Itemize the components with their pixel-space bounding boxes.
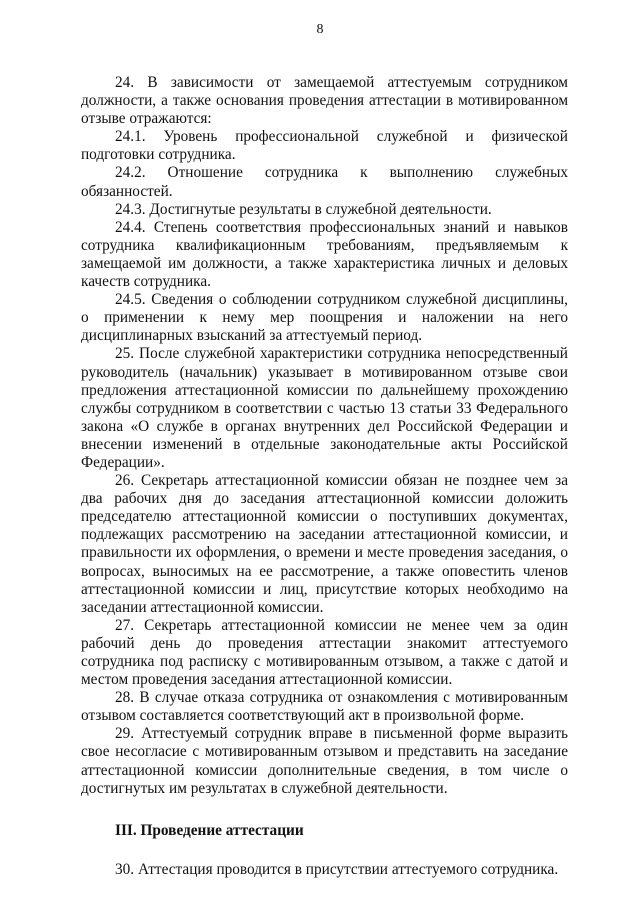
paragraph-24-5: 24.5. Сведения о соблюдении сотрудником служебной дисциплины, о применении к нему мер поощрения и наложении на него дисциплинарных взысканий за аттестуемый период. <box>81 291 568 345</box>
page-number: 8 <box>316 22 324 37</box>
paragraph-24: 24. В зависимости от замещаемой аттестуемым сотрудником должности, а также основания проведения аттестации в мотивированном отзыве отражаются: <box>81 74 568 128</box>
paragraph-24-1: 24.1. Уровень профессиональной служебной и физической подготовки сотрудника. <box>81 128 568 164</box>
document-body <box>81 74 568 879</box>
paragraph-25: 25. После служебной характеристики сотрудника непосредственный руководитель (начальник) указывает в мотивированном отзыве свои предложения аттестационной комиссии по дальнейшему прохождению службы сотрудником в соответствии с частью 13 статьи 33 Федерального закона «О службе в органах внутренних дел Российской Федерации и внесении изменений в отдельные законодательные акты Российской Федерации». <box>81 345 568 471</box>
paragraph-27: 27. Секретарь аттестационной комиссии не менее чем за один рабочий день до проведения аттестации знакомит аттестуемого сотрудника под расписку с мотивированным отзывом, а также с датой и местом проведения заседания аттестационной комиссии. <box>81 616 568 689</box>
paragraph-29: 29. Аттестуемый сотрудник вправе в письменной форме выразить свое несогласие с мотивированным отзывом и представить на заседание аттестационной комиссии дополнительные сведения, в том числе о достигнутых им результатах в служебной деятельности. <box>81 725 568 797</box>
paragraph-30: 30. Аттестация проводится в присутствии аттестуемого сотрудника. <box>115 860 559 878</box>
paragraph-28: 28. В случае отказа сотрудника от ознакомления с мотивированным отзывом составляется соответствующий акт в произвольной форме. <box>81 689 568 725</box>
paragraph-24-2: 24.2. Отношение сотрудника к выполнению служебных обязанностей. <box>81 164 568 200</box>
section-heading: III. Проведение аттестации <box>115 821 304 839</box>
paragraph-26: 26. Секретарь аттестационной комиссии обязан не позднее чем за два рабочих дня до заседания аттестационной комиссии доложить председателю аттестационной комиссии о поступивших документах, подлежащих рассмотрению на заседании аттестационной комиссии, и правильности их оформления, о времени и месте проведения заседания, о вопросах, выносимых на ее рассмотрение, а также оповестить членов аттестационной комиссии и лиц, присутствие которых необходимо на заседании аттестационной комиссии. <box>81 472 568 616</box>
paragraph-24-3: 24.3. Достигнутые результаты в служебной деятельности. <box>115 200 492 218</box>
paragraph-24-4: 24.4. Степень соответствия профессиональных знаний и навыков сотрудника квалификационным требованиям, предъявляемым к замещаемой им должности, а также характеристика личных и деловых качеств сотрудника. <box>81 218 568 291</box>
